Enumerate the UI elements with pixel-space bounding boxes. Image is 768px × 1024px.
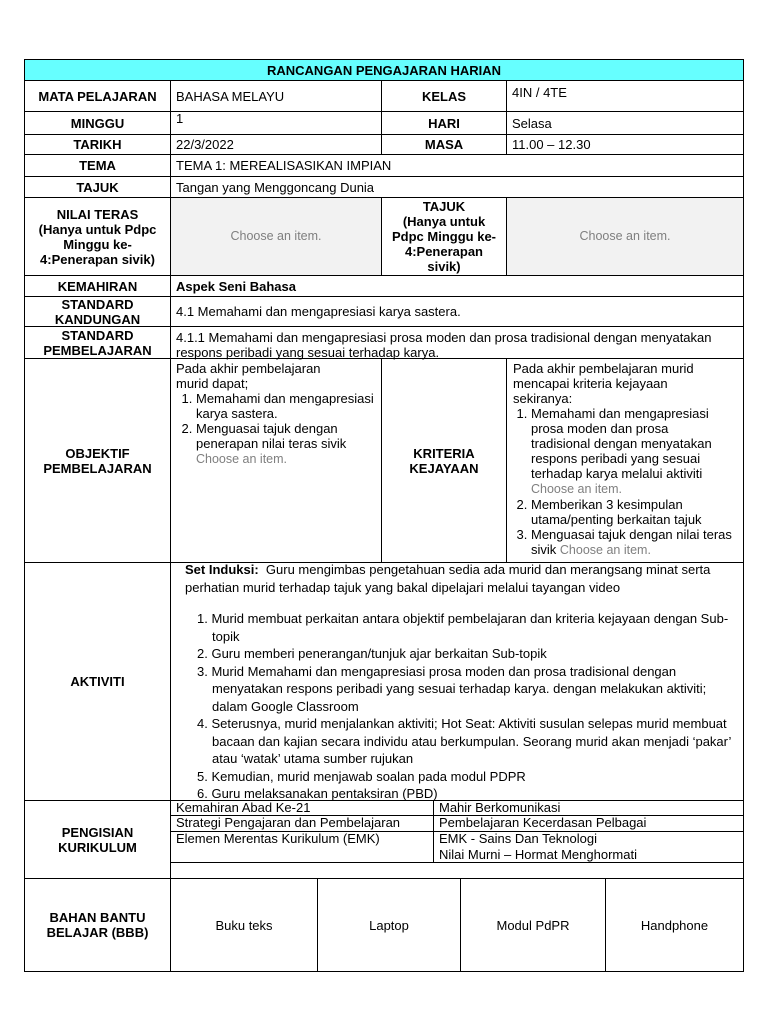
label-standard-pembelajaran: STANDARD PEMBELAJARAN — [43, 327, 152, 358]
label-minggu: MINGGU — [70, 115, 125, 131]
aktiviti-item: 2. Guru memberi penerangan/tunjuk ajar berkaitan Sub-topik — [197, 646, 547, 661]
set-induksi — [185, 561, 733, 596]
value-kelas[interactable]: 4IN / 4TE — [512, 85, 567, 100]
kriteria-placeholder-1[interactable]: Choose an item. — [531, 482, 623, 496]
label-mata-pelajaran: MATA PELAJARAN — [38, 88, 157, 104]
label-objektif: OBJEKTIF PEMBELAJARAN — [43, 445, 152, 476]
objektif-intro: Pada akhir pembelajaran murid dapat; — [176, 361, 321, 391]
kriteria-item: 1. Memahami dan mengapresiasi prosa moden dan prosa tradisional dengan menyatakan respons peribadi yang sesuai terhadap karya melalui aktiviti Choose an item. — [531, 406, 738, 497]
kriteria-content[interactable] — [507, 360, 743, 560]
objektif-item: 2. Menguasai tajuk dengan penerapan nilai teras sivik Choose an item. — [196, 421, 376, 467]
value-standard-pembelajaran[interactable]: 4.1.1 Memahami dan mengapresiasi prosa moden dan prosa tradisional dengan menyatakan respons peribadi yang sesuai terhadap karya. — [176, 330, 712, 360]
pengisian-right-4: Nilai Murni – Hormat Menghormati — [439, 847, 637, 862]
objektif-placeholder[interactable]: Choose an item. — [196, 452, 288, 466]
value-hari[interactable]: Selasa — [512, 115, 552, 131]
pengisian-right-2: Pembelajaran Kecerdasan Pelbagai — [439, 815, 647, 830]
pengisian-right-1: Mahir Berkomunikasi — [439, 800, 561, 815]
label-kelas: KELAS — [421, 88, 467, 104]
label-standard-kandungan: STANDARD KANDUNGAN — [54, 296, 141, 327]
value-tarikh[interactable]: 22/3/2022 — [176, 137, 234, 152]
aktiviti-item: 4. Seterusnya, murid menjalankan aktiviti; Hot Seat: Aktiviti susulan selepas murid membuat bacaan dan kajian secara individu atau berkumpulan. Seorang murid akan menjadi ‘pakar’ atau ‘watak’ utama sumber rujukan — [197, 716, 731, 766]
label-kemahiran: KEMAHIRAN — [57, 278, 138, 294]
aktiviti-item: 5. Kemudian, murid menjawab soalan pada modul PDPR — [197, 768, 526, 784]
objektif-item: 1. Memahami dan mengapresiasi karya sastera. — [196, 391, 376, 421]
label-aktiviti: AKTIVITI — [70, 674, 125, 689]
aktiviti-item: 1. Murid membuat perkaitan antara objektif pembelajaran dan kriteria kejayaan dengan Sub-topik — [197, 611, 729, 644]
label-masa: MASA — [424, 137, 464, 152]
aktiviti-list — [185, 610, 733, 803]
label-tajuk: TAJUK — [76, 179, 119, 195]
value-minggu[interactable]: 1 — [176, 111, 184, 126]
objektif-list — [176, 391, 376, 467]
set-induksi-label: Set Induksi: — [185, 562, 259, 577]
value-mata-pelajaran[interactable]: BAHASA MELAYU — [176, 88, 285, 104]
bbb-item-modul-pdpr[interactable]: Modul PdPR — [496, 917, 570, 933]
aktiviti-content[interactable] — [171, 561, 743, 800]
label-pengisian: PENGISIAN KURIKULUM — [58, 824, 137, 855]
value-masa[interactable]: 11.00 – 12.30 — [512, 137, 591, 152]
value-standard-kandungan[interactable]: 4.1 Memahami dan mengapresiasi karya sastera. — [176, 304, 461, 319]
aktiviti-item: 6. Guru melaksanakan pentaksiran (PBD) — [197, 786, 438, 801]
bbb-item-handphone[interactable]: Handphone — [640, 917, 709, 933]
value-kemahiran[interactable]: Aspek Seni Bahasa — [176, 278, 296, 294]
label-tema: TEMA — [79, 158, 116, 173]
page-title: RANCANGAN PENGAJARAN HARIAN — [25, 60, 743, 80]
bbb-item-buku-teks[interactable]: Buku teks — [215, 917, 273, 933]
label-hari: HARI — [428, 115, 460, 131]
label-tarikh: TARIKH — [73, 137, 122, 152]
pengisian-left-1: Kemahiran Abad Ke-21 — [176, 800, 311, 815]
bbb-item-laptop[interactable]: Laptop — [369, 917, 409, 933]
label-nilai-teras: NILAI TERAS (Hanya untuk Pdpc Minggu ke-4:Penerapan sivik) — [38, 206, 157, 267]
kriteria-placeholder-3[interactable]: Choose an item. — [559, 543, 651, 557]
value-tajuk[interactable]: Tangan yang Menggoncang Dunia — [176, 179, 375, 195]
tajuk-sivik-dropdown[interactable]: Choose an item. — [507, 198, 743, 275]
pengisian-right-3: EMK - Sains Dan Teknologi — [439, 831, 598, 846]
pengisian-left-3: Elemen Merentas Kurikulum (EMK) — [176, 831, 380, 846]
label-tajuk-sivik: TAJUK (Hanya untuk Pdpc Minggu ke-4:Penerapan sivik) — [392, 199, 496, 274]
kriteria-list — [513, 406, 738, 558]
nilai-teras-dropdown[interactable]: Choose an item. — [171, 198, 381, 275]
kriteria-item: 3. Menguasai tajuk dengan nilai teras sivik Choose an item. — [531, 527, 738, 558]
objektif-content[interactable] — [171, 360, 381, 560]
kriteria-item: 2. Memberikan 3 kesimpulan utama/penting berkaitan tajuk — [531, 497, 738, 527]
set-induksi-text: Guru mengimbas pengetahuan sedia ada murid dan merangsang minat serta perhatian murid terhadap tajuk yang bakal dipelajari melalui tayangan video — [185, 562, 711, 595]
aktiviti-item: 3. Murid Memahami dan mengapresiasi prosa moden dan prosa tradisional dengan menyatakan respons peribadi yang sesuai terhadap karya. dengan melakukan aktiviti; dalam Google Classroom — [197, 663, 707, 714]
label-bbb: BAHAN BANTU BELAJAR (BBB) — [46, 910, 149, 940]
pengisian-left-2: Strategi Pengajaran dan Pembelajaran — [176, 815, 401, 830]
kriteria-intro: Pada akhir pembelajaran murid mencapai kriteria kejayaan sekiranya: — [513, 361, 694, 406]
value-tema[interactable]: TEMA 1: MEREALISASIKAN IMPIAN — [176, 158, 392, 173]
label-kriteria: KRITERIA KEJAYAAN — [409, 445, 479, 476]
